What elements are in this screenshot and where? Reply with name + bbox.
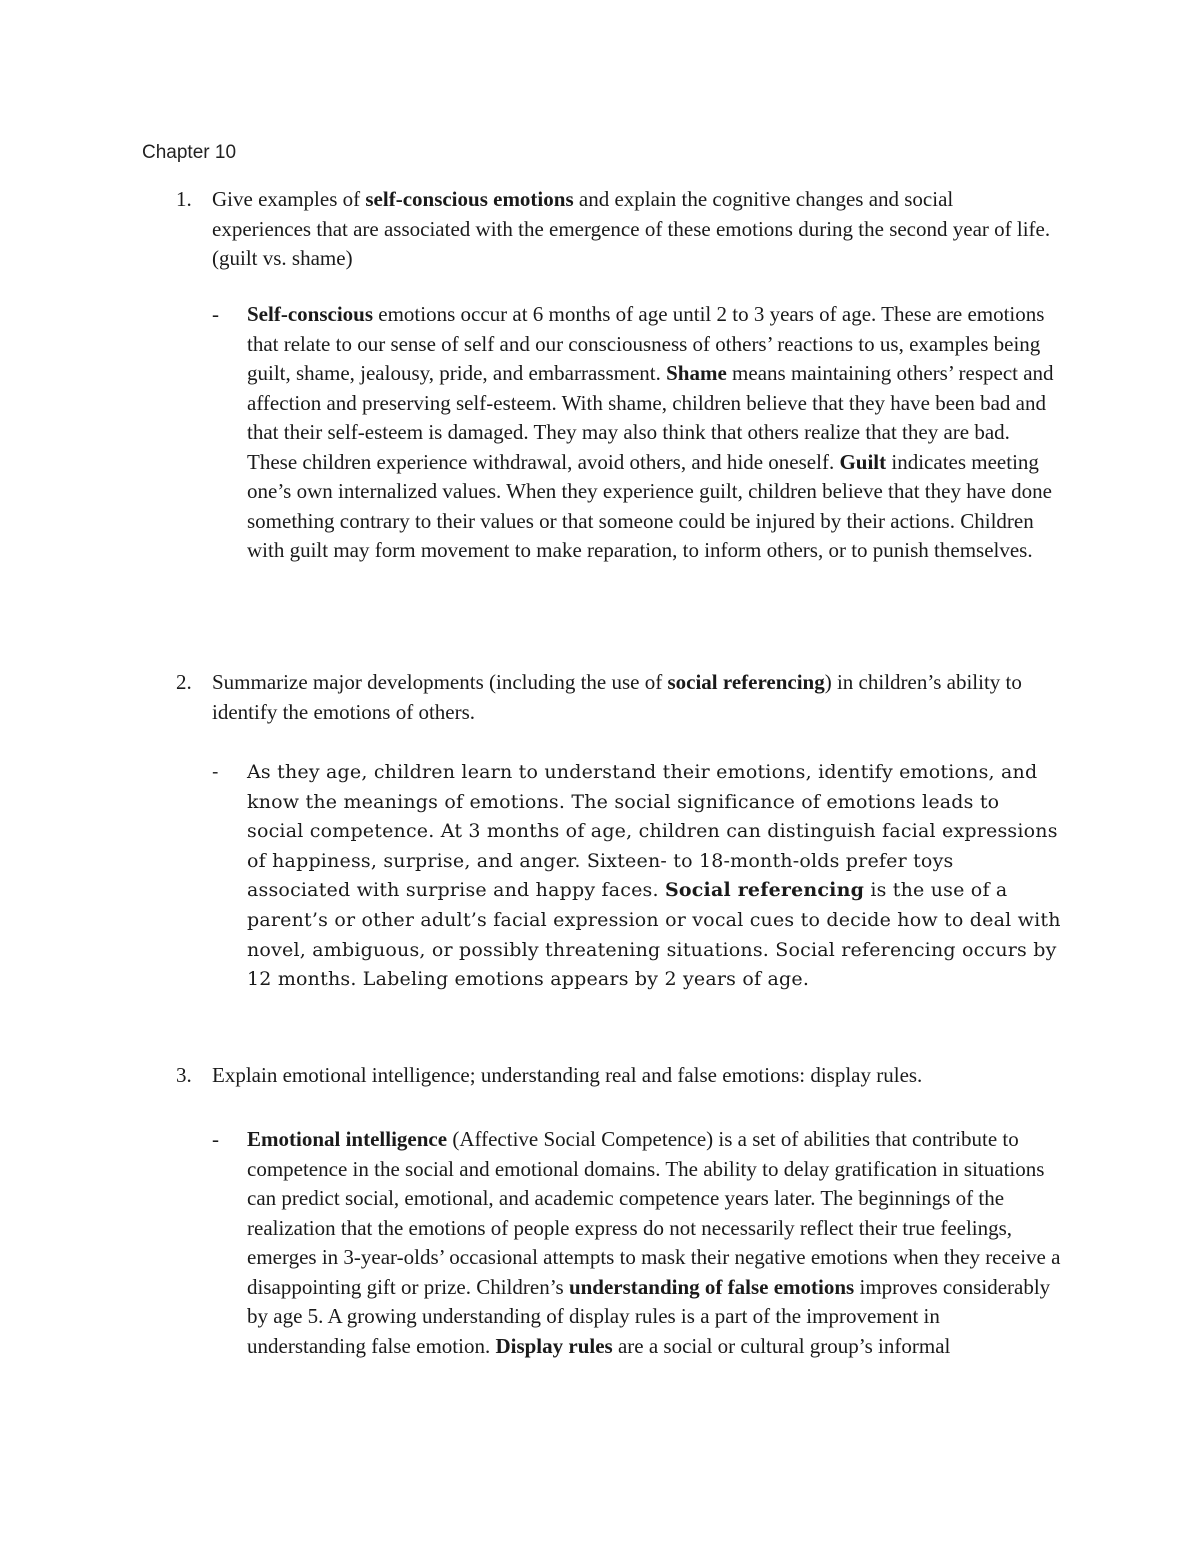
answer-text: Emotional intelligence (Affective Social Competence) is a set of abilities that contribute to competence in the social and emotional domains. The ability to delay gratification in situations can predict social, emotional, and academic competence years later. The beginnings of the realization that the emotions of people express do not necessarily reflect their true feelings, emerges in 3-year-olds’ occasional attempts to mask their negative emotions when they receive a disappointing gift or prize. Children’s understanding of false emotions improves considerably by age 5. A growing understanding of display rules is a part of the improvement in understanding false emotion. Display rules are a social or cultural group’s informal: [247, 1127, 1061, 1358]
bullet-dash: -: [212, 302, 219, 326]
answer-1: [212, 300, 1062, 566]
answer-text: As they age, children learn to understand their emotions, identify emotions, and know the meanings of emotions. The social significance of emotions leads to social competence. At 3 months of age, children can distinguish facial expressions of happiness, surprise, and anger. Sixteen- to 18-month-olds prefer toys associated with surprise and happy faces. Social referencing is the use of a parent’s or other adult’s facial expression or vocal cues to decide how to deal with novel, ambiguous, or possibly threatening situations. Social referencing occurs by 12 months. Labeling emotions appears by 2 years of age.: [247, 761, 1061, 991]
bullet-dash: -: [212, 1127, 219, 1151]
bold-term: Guilt: [839, 449, 887, 474]
bold-term: social referencing: [667, 670, 825, 694]
question-2: [176, 668, 1056, 727]
bold-term: Self-conscious: [247, 302, 373, 326]
question-text: Give examples of self-conscious emotions and explain the cognitive changes and social experiences that are associated with the emergence of these emotions during the second year of life. (guilt vs. shame): [212, 187, 1051, 270]
bold-term: understanding of false emotions: [568, 1274, 855, 1299]
bold-term: Emotional intelligence: [247, 1127, 448, 1151]
question-number: 2.: [176, 670, 192, 694]
bullet-dash: -: [212, 761, 219, 783]
question-text: Summarize major developments (including the use of social referencing) in children’s ability to identify the emotions of others.: [212, 670, 1022, 724]
question-1: [176, 185, 1056, 274]
bold-term: self-conscious emotions: [365, 187, 574, 211]
bold-term: Shame: [666, 361, 727, 385]
question-text: Explain emotional intelligence; understanding real and false emotions: display rules.: [212, 1063, 923, 1087]
question-number: 1.: [176, 187, 192, 211]
answer-2: [212, 758, 1062, 995]
answer-3: [212, 1125, 1062, 1361]
answer-text: Self-conscious emotions occur at 6 months of age until 2 to 3 years of age. These are emotions that relate to our sense of self and our consciousness of others’ reactions to us, examples being guilt, shame, jealousy, pride, and embarrassment. Shame means maintaining others’ respect and affection and preserving self-esteem. With shame, children believe that they have been bad and that their self-esteem is damaged. They may also think that others realize that they are bad. These children experience withdrawal, avoid others, and hide oneself. Guilt indicates meeting one’s own internalized values. When they experience guilt, children believe that they have done something contrary to their values or that someone could be injured by their actions. Children with guilt may form movement to make reparation, to inform others, or to punish themselves.: [247, 302, 1054, 562]
question-3: [176, 1061, 1056, 1091]
chapter-title: Chapter 10: [142, 142, 237, 163]
bold-term: Social referencing: [664, 879, 865, 902]
bold-term: Display rules: [495, 1333, 613, 1358]
question-number: 3.: [176, 1063, 192, 1087]
